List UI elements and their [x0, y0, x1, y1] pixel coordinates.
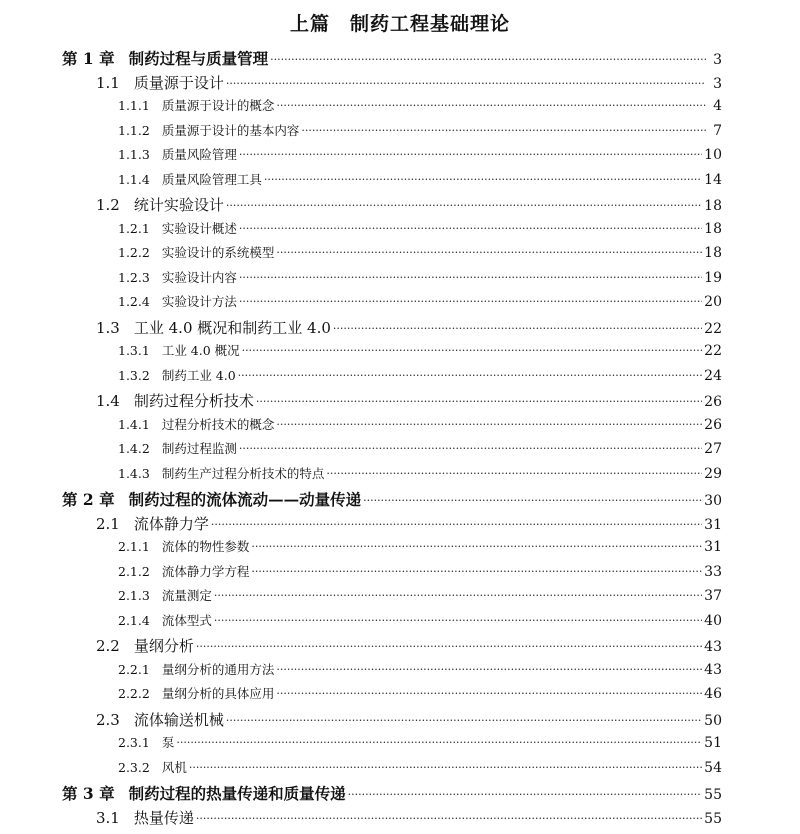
dot-leader: [256, 391, 702, 406]
toc-entry-page-number: 33: [704, 563, 722, 580]
toc-entry-number: 2.1.1: [118, 539, 150, 554]
toc-entry-section[interactable]: [96, 72, 722, 96]
toc-entry-page-number: 20: [704, 294, 722, 310]
toc-entry-section[interactable]: [96, 807, 722, 831]
toc-entry-title: 流体静力学方程: [161, 563, 250, 579]
toc-entry-number: 2.2: [96, 637, 120, 655]
toc-entry-title: 量纲分析: [133, 637, 194, 655]
toc-entry-page-number: 50: [704, 712, 722, 729]
toc-entry-title: 实验设计内容: [161, 269, 237, 285]
toc-entry-page-number: 22: [704, 320, 722, 337]
toc-entry-title: 流体型式: [161, 612, 212, 628]
toc-entry-page-number: 3: [713, 75, 722, 92]
toc-entry-title: 量纲分析的具体应用: [161, 686, 275, 701]
toc-entry-title: 质量源于设计: [133, 73, 224, 92]
toc-entry-page-number: 29: [704, 465, 722, 482]
toc-entry-number: 1.2: [96, 196, 120, 214]
toc-entry-page-number: 40: [704, 612, 722, 629]
toc-entry-page-number: 31: [704, 539, 722, 555]
toc-entry-section[interactable]: [96, 317, 722, 341]
toc-entry-page-number: 43: [704, 661, 722, 678]
toc-entry-number: 2.2.1: [118, 661, 150, 677]
toc-entry-number: 2.2.2: [118, 686, 150, 701]
dot-leader: [196, 808, 702, 823]
toc-entry-section[interactable]: [96, 390, 722, 414]
dot-leader: [226, 73, 706, 88]
dot-leader: [189, 759, 702, 772]
dot-leader: [301, 122, 706, 135]
toc-entry-title: 质量风险管理工具: [161, 171, 262, 187]
toc-entry-subsection[interactable]: [118, 562, 722, 586]
toc-entry-number: 第 2 章: [62, 490, 115, 509]
dot-leader: [242, 342, 703, 355]
toc-entry-number: 1.2.1: [118, 220, 150, 236]
toc-entry-page-number: 55: [704, 810, 722, 827]
toc-entry-number: 1.2.3: [118, 269, 150, 285]
toc-entry-subsection[interactable]: [118, 684, 722, 708]
toc-entry-subsection[interactable]: [118, 268, 722, 292]
toc-entry-title: 流体静力学: [133, 514, 209, 533]
toc-entry-title: 制药过程监测: [161, 441, 237, 456]
toc-entry-subsection[interactable]: [118, 758, 722, 782]
toc-entry-subsection[interactable]: [118, 586, 722, 610]
toc-entry-number: 2.3: [96, 710, 120, 729]
toc-entry-chapter[interactable]: [62, 782, 722, 806]
toc-entry-number: 3.1: [96, 808, 120, 827]
toc-entry-subsection[interactable]: [118, 537, 722, 561]
dot-leader: [176, 734, 702, 747]
toc-entry-title: 质量源于设计的基本内容: [161, 122, 300, 138]
toc-entry-number: 第 3 章: [62, 784, 115, 803]
toc-entry-number: 2.1: [96, 514, 120, 533]
dot-leader: [348, 783, 703, 799]
toc-entry-number: 1.4: [96, 392, 120, 410]
toc-entry-title: 流体的物性参数: [161, 539, 250, 554]
dot-leader: [226, 710, 702, 725]
toc-entry-title: 制药生产过程分析技术的特点: [161, 465, 325, 481]
dot-leader: [333, 318, 702, 333]
toc-entry-number: 1.1: [96, 73, 120, 92]
dot-leader: [276, 661, 702, 674]
toc-entry-page-number: 24: [704, 367, 722, 384]
toc-entry-subsection[interactable]: [118, 341, 722, 365]
toc-entry-page-number: 55: [704, 787, 722, 803]
toc-entry-page-number: 30: [704, 493, 722, 509]
toc-entry-section[interactable]: [96, 513, 722, 537]
toc-entry-subsection[interactable]: [118, 439, 722, 463]
toc-entry-page-number: 22: [704, 343, 722, 359]
toc-entry-subsection[interactable]: [118, 415, 722, 439]
toc-entry-page-number: 3: [713, 52, 722, 68]
toc-entry-page-number: 27: [704, 441, 722, 457]
dot-leader: [214, 587, 702, 600]
toc-entry-number: 第 1 章: [62, 49, 115, 68]
toc-entry-title: 量纲分析的通用方法: [161, 661, 275, 677]
toc-entry-number: 1.1.2: [118, 122, 150, 138]
toc-entry-chapter[interactable]: [62, 47, 722, 71]
toc-entry-subsection[interactable]: [118, 219, 722, 243]
toc-entry-title: 实验设计的系统模型: [161, 245, 275, 260]
toc-entry-number: 1.1.3: [118, 147, 150, 162]
toc-entry-number: 2.1.4: [118, 612, 150, 628]
toc-entry-subsection[interactable]: [118, 96, 722, 120]
toc-entry-number: 1.1.4: [118, 171, 150, 187]
toc-entry-number: 1.2.4: [118, 294, 150, 309]
toc-entry-subsection[interactable]: [118, 733, 722, 757]
toc-entry-title: 制药过程分析技术: [133, 392, 254, 410]
dot-leader: [276, 416, 702, 429]
toc-entry-subsection[interactable]: [118, 145, 722, 169]
dot-leader: [251, 538, 702, 551]
toc-entry-number: 1.3.2: [118, 367, 150, 383]
toc-entry-subsection[interactable]: [118, 292, 722, 316]
toc-entry-page-number: 19: [704, 269, 722, 286]
dot-leader: [276, 244, 702, 257]
toc-entry-number: 1.3.1: [118, 343, 150, 358]
toc-entry-subsection[interactable]: [118, 464, 722, 488]
toc-entry-title: 流体输送机械: [133, 710, 224, 729]
toc-entry-subsection[interactable]: [118, 243, 722, 267]
dot-leader: [239, 269, 702, 282]
toc-entry-number: 2.1.3: [118, 588, 150, 603]
dot-leader: [326, 465, 702, 478]
dot-leader: [276, 685, 702, 698]
toc-entry-page-number: 46: [704, 686, 722, 702]
toc-entry-page-number: 26: [704, 416, 722, 433]
toc-entry-title: 质量风险管理: [161, 147, 237, 162]
toc-entry-title: 流量测定: [161, 588, 212, 603]
toc-entry-page-number: 18: [704, 220, 722, 237]
dot-leader: [214, 612, 702, 625]
toc-entry-chapter[interactable]: [62, 488, 722, 512]
dot-leader: [196, 636, 702, 651]
toc-entry-subsection[interactable]: [118, 611, 722, 635]
toc-entry-title: 制药工业 4.0: [161, 367, 236, 383]
dot-leader: [276, 97, 706, 110]
dot-leader: [239, 220, 702, 233]
toc-entry-page-number: 14: [704, 171, 722, 188]
toc-entry-page-number: 31: [704, 516, 722, 533]
toc-entry-page-number: 43: [704, 639, 722, 655]
toc-entry-page-number: 26: [704, 394, 722, 410]
toc-entry-title: 制药过程与质量管理: [128, 49, 269, 68]
toc-entry-section[interactable]: [96, 709, 722, 733]
toc-entry-title: 实验设计概述: [161, 220, 237, 236]
dot-leader: [239, 146, 702, 159]
dot-leader: [226, 195, 702, 210]
dot-leader: [270, 48, 706, 64]
toc-entry-number: 1.1.1: [118, 98, 150, 113]
dot-leader: [238, 367, 703, 380]
toc-entry-title: 统计实验设计: [133, 196, 224, 214]
dot-leader: [239, 440, 702, 453]
dot-leader: [264, 171, 702, 184]
toc-entry-number: 1.2.2: [118, 245, 150, 260]
part-title: 上篇 制药工程基础理论: [289, 13, 510, 35]
toc-entry-page-number: 54: [704, 759, 722, 776]
toc-entry-title: 制药过程的热量传递和质量传递: [128, 784, 346, 803]
toc-entry-page-number: 51: [704, 735, 722, 751]
toc-entry-section[interactable]: [96, 635, 722, 659]
toc-entry-number: 1.4.1: [118, 416, 150, 432]
toc-entry-number: 2.1.2: [118, 563, 150, 579]
toc-entry-page-number: 37: [704, 588, 722, 604]
toc-entry-section[interactable]: [96, 194, 722, 218]
toc-entry-subsection[interactable]: [118, 366, 722, 390]
toc-entry-title: 风机: [161, 759, 187, 775]
toc-entry-title: 质量源于设计的概念: [161, 98, 275, 113]
toc-entry-title: 实验设计方法: [161, 294, 237, 309]
dot-leader: [211, 514, 702, 529]
dot-leader: [239, 293, 702, 306]
toc-entry-title: 工业 4.0 概况和制药工业 4.0: [133, 318, 331, 337]
toc-entry-number: 1.4.3: [118, 465, 150, 481]
toc-entry-title: 热量传递: [133, 808, 194, 827]
toc-entry-number: 2.3.2: [118, 759, 150, 775]
toc-entry-title: 过程分析技术的概念: [161, 416, 275, 432]
dot-leader: [363, 489, 702, 505]
toc-entry-subsection[interactable]: [118, 121, 722, 145]
toc-entry-title: 泵: [161, 735, 175, 750]
toc-entry-title: 制药过程的流体流动——动量传递: [128, 490, 362, 509]
toc-entry-number: 1.4.2: [118, 441, 150, 456]
toc-entry-page-number: 4: [713, 98, 722, 114]
toc-entry-page-number: 10: [704, 147, 722, 163]
toc-entry-subsection[interactable]: [118, 170, 722, 194]
toc-entry-page-number: 7: [713, 122, 722, 139]
dot-leader: [251, 563, 702, 576]
toc-entry-page-number: 18: [704, 245, 722, 261]
toc-entry-page-number: 18: [704, 198, 722, 214]
toc-entry-subsection[interactable]: [118, 660, 722, 684]
toc-entry-number: 1.3: [96, 318, 120, 337]
toc-entry-title: 工业 4.0 概况: [161, 343, 240, 358]
toc-entry-number: 2.3.1: [118, 735, 150, 750]
